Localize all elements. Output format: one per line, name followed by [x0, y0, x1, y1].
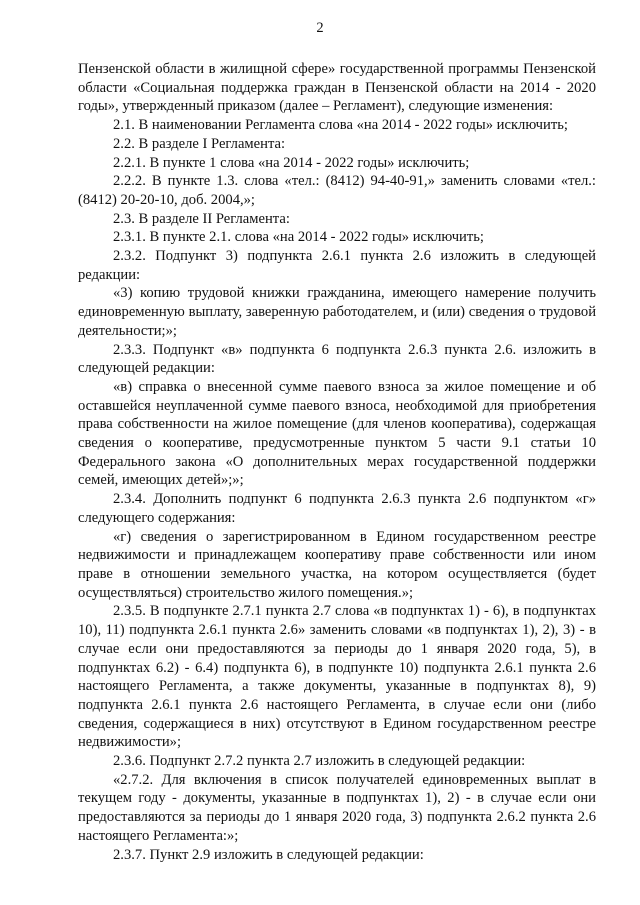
document-body: [78, 60, 596, 864]
paragraph-intro-continuation: Пензенской области в жилищной сфере» государственной программы Пензенской области «Социальная поддержка граждан в Пензенской области на 2014 - 2020 годы», утвержденный приказом (далее – Регламент), следующие изменения:: [78, 61, 596, 115]
quote-subitem-v: «в) справка о внесенной сумме паевого взноса за жилое помещение и об оставшейся неуплаченной сумме паевого взноса, необходимой для приобретения права собственности на жилое помещение (для членов кооператива), содержащая сведения о кооперативе, предусмотренные пунктом 5 части 9.1 статьи 10 Федерального закона «О дополнительных мерах государственной поддержки семей, имеющих детей»;»;: [78, 378, 596, 489]
paragraph-2-3-3: 2.3.3. Подпункт «в» подпункта 6 подпункта 2.6.3 пункта 2.6. изложить в следующей редакции:: [78, 341, 596, 377]
paragraph-2-3-2: 2.3.2. Подпункт 3) подпункта 2.6.1 пункта 2.6 изложить в следующей редакции:: [78, 248, 596, 283]
quote-subitem-g: «г) сведения о зарегистрированном в Едином государственном реестре недвижимости и принадлежащем кооперативу праве собственности или ином праве в отношении земельного участка, на котором осуществляется (будет осуществляться) строительство жилого помещения.»;: [78, 528, 596, 601]
paragraph-2-3: 2.3. В разделе II Регламента:: [113, 210, 290, 227]
quote-subitem-2-7-2: «2.7.2. Для включения в список получателей единовременных выплат в текущем году - документы, указанные в подпунктах 1), 2) - в случае если они предоставляются за периоды до 1 января 2020 года, 3) подпункта 2.6.2 пункта 2.6 настоящего Регламента:»;: [78, 771, 596, 844]
paragraph-2-3-7: 2.3.7. Пункт 2.9 изложить в следующей редакции:: [113, 846, 424, 863]
paragraph-2-3-1: 2.3.1. В пункте 2.1. слова «на 2014 - 2022 годы» исключить;: [113, 229, 484, 246]
paragraph-2-3-6: 2.3.6. Подпункт 2.7.2 пункта 2.7 изложить в следующей редакции:: [113, 753, 526, 770]
paragraph-2-2-1: 2.2.1. В пункте 1 слова «на 2014 - 2022 годы» исключить;: [113, 154, 470, 171]
paragraph-2-3-5: 2.3.5. В подпункте 2.7.1 пункта 2.7 слова «в подпунктах 1) - 6), в подпунктах 10), 11) подпункта 2.6.1 пункта 2.6» заменить словами «в подпунктах 1), 2), 3) - в случае если они предоставляются за периоды до 1 января 2020 года, 5), в подпунктах 6.2) - 6.4) подпункта 6), в подпункте 10) подпункта 2.6.1 пункта 2.6 настоящего Регламента, а также документы, указанные в подпунктах 8), 9) подпункта 2.6.1 пункта 2.6 настоящего Регламента, в случае если они (либо сведения, содержащиеся в них) отсутствуют в Едином государственном реестре недвижимости»;: [78, 603, 596, 751]
quote-subitem-3: «3) копию трудовой книжки гражданина, имеющего намерение получить единовременную выплату, заверенную работодателем, и (или) сведения о трудовой деятельности;»;: [78, 285, 596, 339]
paragraph-2-2: 2.2. В разделе I Регламента:: [113, 135, 286, 152]
page-number: 2: [316, 20, 324, 36]
paragraph-2-2-2: 2.2.2. В пункте 1.3. слова «тел.: (8412) 94-40-91,» заменить словами «тел.: (8412) 20-20-10, доб. 2004,»;: [78, 173, 596, 208]
paragraph-2-3-4: 2.3.4. Дополнить подпункт 6 подпункта 2.6.3 пункта 2.6 подпунктом «г» следующего содержания:: [78, 491, 596, 526]
paragraph-2-1: 2.1. В наименовании Регламента слова «на 2014 - 2022 годы» исключить;: [113, 117, 568, 134]
